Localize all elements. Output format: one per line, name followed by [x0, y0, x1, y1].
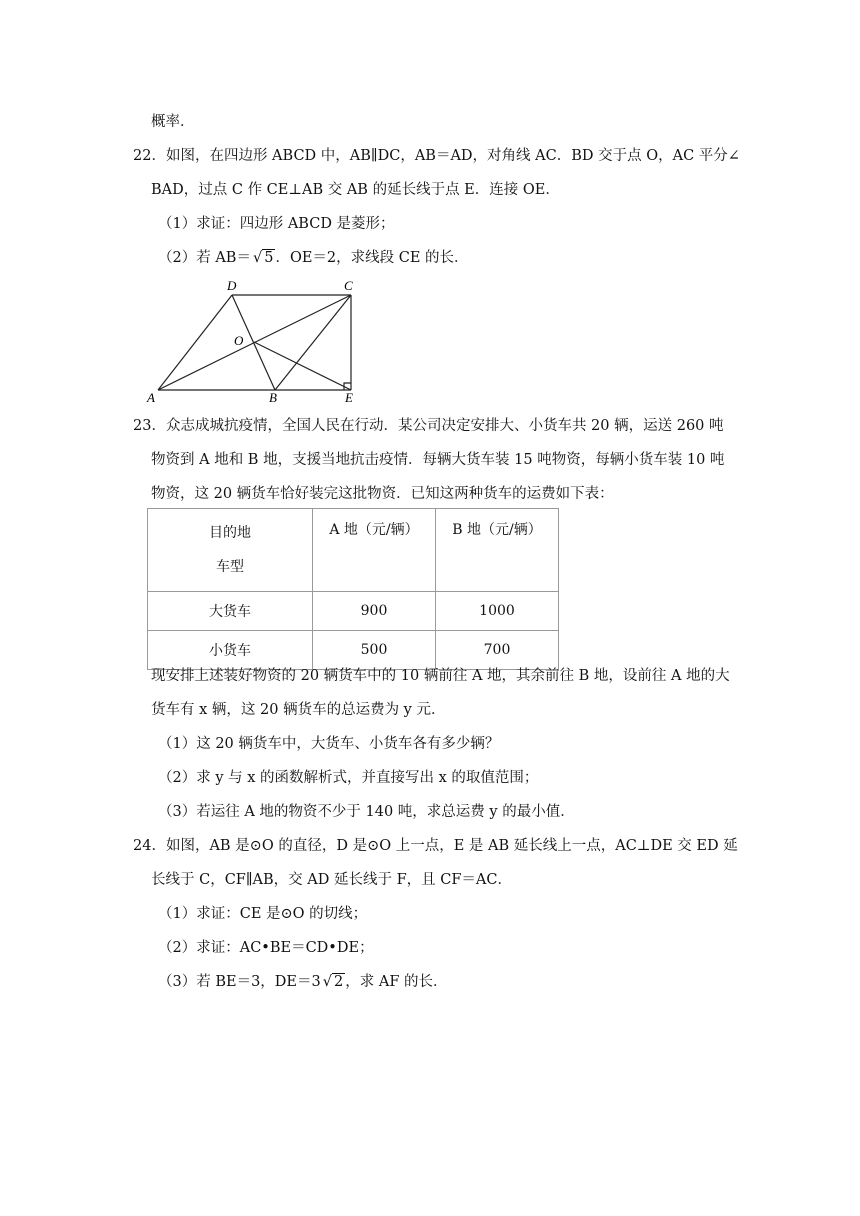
- q24-radicand: 2: [334, 974, 344, 990]
- q24-part-3-suffix: ，求 AF 的长．: [345, 974, 448, 990]
- table-header-row: [148, 509, 559, 592]
- sqrt-expression: √ 5: [252, 250, 274, 266]
- q22-line-1: 22．如图，在四边形 ABCD 中，AB∥DC，AB＝AD，对角线 AC．BD 交于点 O，AC 平分∠: [133, 148, 740, 164]
- q24-part-2: （2）求证：AC•BE＝CD•DE；: [158, 940, 374, 956]
- q23-line-3: 物资，这 20 辆货车恰好装完这批物资．已知这两种货车的运费如下表：: [151, 486, 614, 502]
- q22-part-2-prefix: （2）若 AB＝: [158, 250, 251, 266]
- row-type-cell: 小货车: [148, 631, 313, 670]
- header-vehicle-type: 车型: [216, 559, 244, 575]
- row-a-cell: 900: [313, 592, 436, 631]
- q23-line-2: 物资到 A 地和 B 地，支援当地抗击疫情．每辆大货车装 15 吨物资，每辆小货车装 10 吨: [151, 452, 725, 468]
- q24-part-3: [158, 972, 448, 992]
- q22-radicand: 5: [264, 250, 274, 266]
- table-row: [148, 592, 559, 631]
- header-col-a: A 地（元/辆）: [313, 509, 436, 592]
- sqrt-expression: √ 2: [322, 974, 344, 990]
- q22-part-2-suffix: ．OE＝2，求线段 CE 的长．: [275, 250, 469, 266]
- q24-line-1: 24．如图，AB 是⊙O 的直径，D 是⊙O 上一点，E 是 AB 延长线上一点，AC⊥DE 交 ED 延: [133, 838, 738, 854]
- q23-line-4: 现安排上述装好物资的 20 辆货车中的 10 辆前往 A 地，其余前往 B 地，设前往 A 地的大: [151, 668, 730, 684]
- label-e: E: [345, 390, 353, 405]
- prev-question-tail: 概率．: [151, 114, 195, 130]
- q23-line-1: 23．众志成城抗疫情，全国人民在行动．某公司决定安排大、小货车共 20 辆，运送 260 吨: [133, 418, 724, 434]
- header-col-b: B 地（元/辆）: [436, 509, 559, 592]
- label-o: O: [234, 333, 244, 348]
- q22-part-2: [158, 248, 469, 268]
- q24-line-2: 长线于 C，CF∥AB，交 AD 延长线于 F，且 CF＝AC．: [151, 872, 512, 888]
- q23-part-1: （1）这 20 辆货车中，大货车、小货车各有多少辆？: [158, 736, 500, 752]
- line-bc: [275, 295, 351, 390]
- table-corner-cell: [148, 509, 313, 592]
- rhombus-figure: [145, 275, 370, 405]
- line-ad: [158, 295, 232, 390]
- header-destination: 目的地: [209, 525, 251, 541]
- row-a-cell: 500: [313, 631, 436, 670]
- q24-part-3-prefix: （3）若 BE＝3，DE＝3: [158, 974, 321, 990]
- line-oe: [254, 342, 351, 390]
- label-d: D: [227, 278, 237, 293]
- table-row: [148, 631, 559, 670]
- q23-part-3: （3）若运往 A 地的物资不少于 140 吨，求总运费 y 的最小值．: [158, 804, 575, 820]
- row-b-cell: 1000: [436, 592, 559, 631]
- q22-line-2: BAD，过点 C 作 CE⊥AB 交 AB 的延长线于点 E．连接 OE．: [151, 182, 560, 198]
- label-c: C: [344, 278, 353, 293]
- q23-line-5: 货车有 x 辆，这 20 辆货车的总运费为 y 元．: [151, 702, 446, 718]
- freight-table: [147, 508, 559, 670]
- label-b: B: [269, 390, 277, 405]
- row-type-cell: 大货车: [148, 592, 313, 631]
- q24-part-1: （1）求证：CE 是⊙O 的切线；: [158, 906, 368, 922]
- q22-part-1: （1）求证：四边形 ABCD 是菱形；: [158, 216, 395, 232]
- row-b-cell: 700: [436, 631, 559, 670]
- label-a: A: [147, 390, 155, 405]
- q23-part-2: （2）求 y 与 x 的函数解析式，并直接写出 x 的取值范围；: [158, 770, 539, 786]
